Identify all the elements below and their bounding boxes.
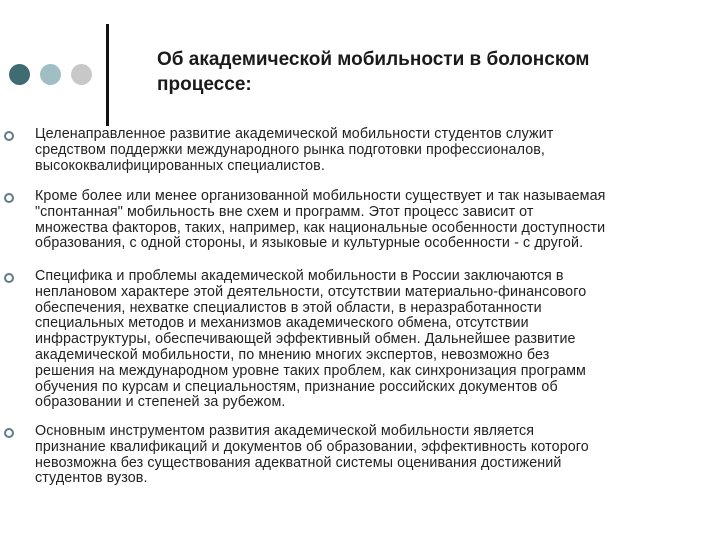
bullet-circle-icon — [4, 428, 14, 438]
slide-title: Об академической мобильности в болонском процессе: — [157, 49, 590, 95]
bullet-text: Кроме более или менее организованной мобильности существует и так называемая "спонтанная" мобильность вне схем и программ. Этот процесс зависит от множества факторов, таких, например, как национальные особенности доступности образования, с одной стороны, и языковые и культурные особенности - с другой. — [35, 188, 606, 252]
decorative-dot-light — [71, 64, 92, 85]
bullet-circle-icon — [4, 131, 14, 141]
bullet-text: Основным инструментом развития академической мобильности является признание квалификаций и документов об образовании, эффективность которого невозможна без существования адекватной системы оценивания достижений студентов вузов. — [35, 423, 589, 487]
bullet-circle-icon — [4, 193, 14, 203]
bullet-text: Специфика и проблемы академической мобильности в России заключаются в неплановом характере этой деятельности, отсутствии материально-финансового обеспечения, нехватке специалистов в этой области, в неразработанности специальных методов и механизмов академического обмена, отсутствии инфраструктуры, обеспечивающей эффективный обмен. Дальнейшее развитие академической мобильности, по мнению многих экспертов, невозможно без решения на международном уровне таких проблем, как синхронизация программ обучения по курсам и специальностям, признание российских документов об образовании и степеней за рубежом. — [35, 268, 587, 411]
decorative-dot-dark — [9, 64, 30, 85]
decorative-dot-mid — [40, 64, 61, 85]
bullet-circle-icon — [4, 273, 14, 283]
bullet-text: Целенаправленное развитие академической мобильности студентов служит средством поддержки международного рынка подготовки профессионалов, высококвалифицированных специалистов. — [35, 126, 554, 174]
title-divider-rule — [106, 24, 109, 126]
